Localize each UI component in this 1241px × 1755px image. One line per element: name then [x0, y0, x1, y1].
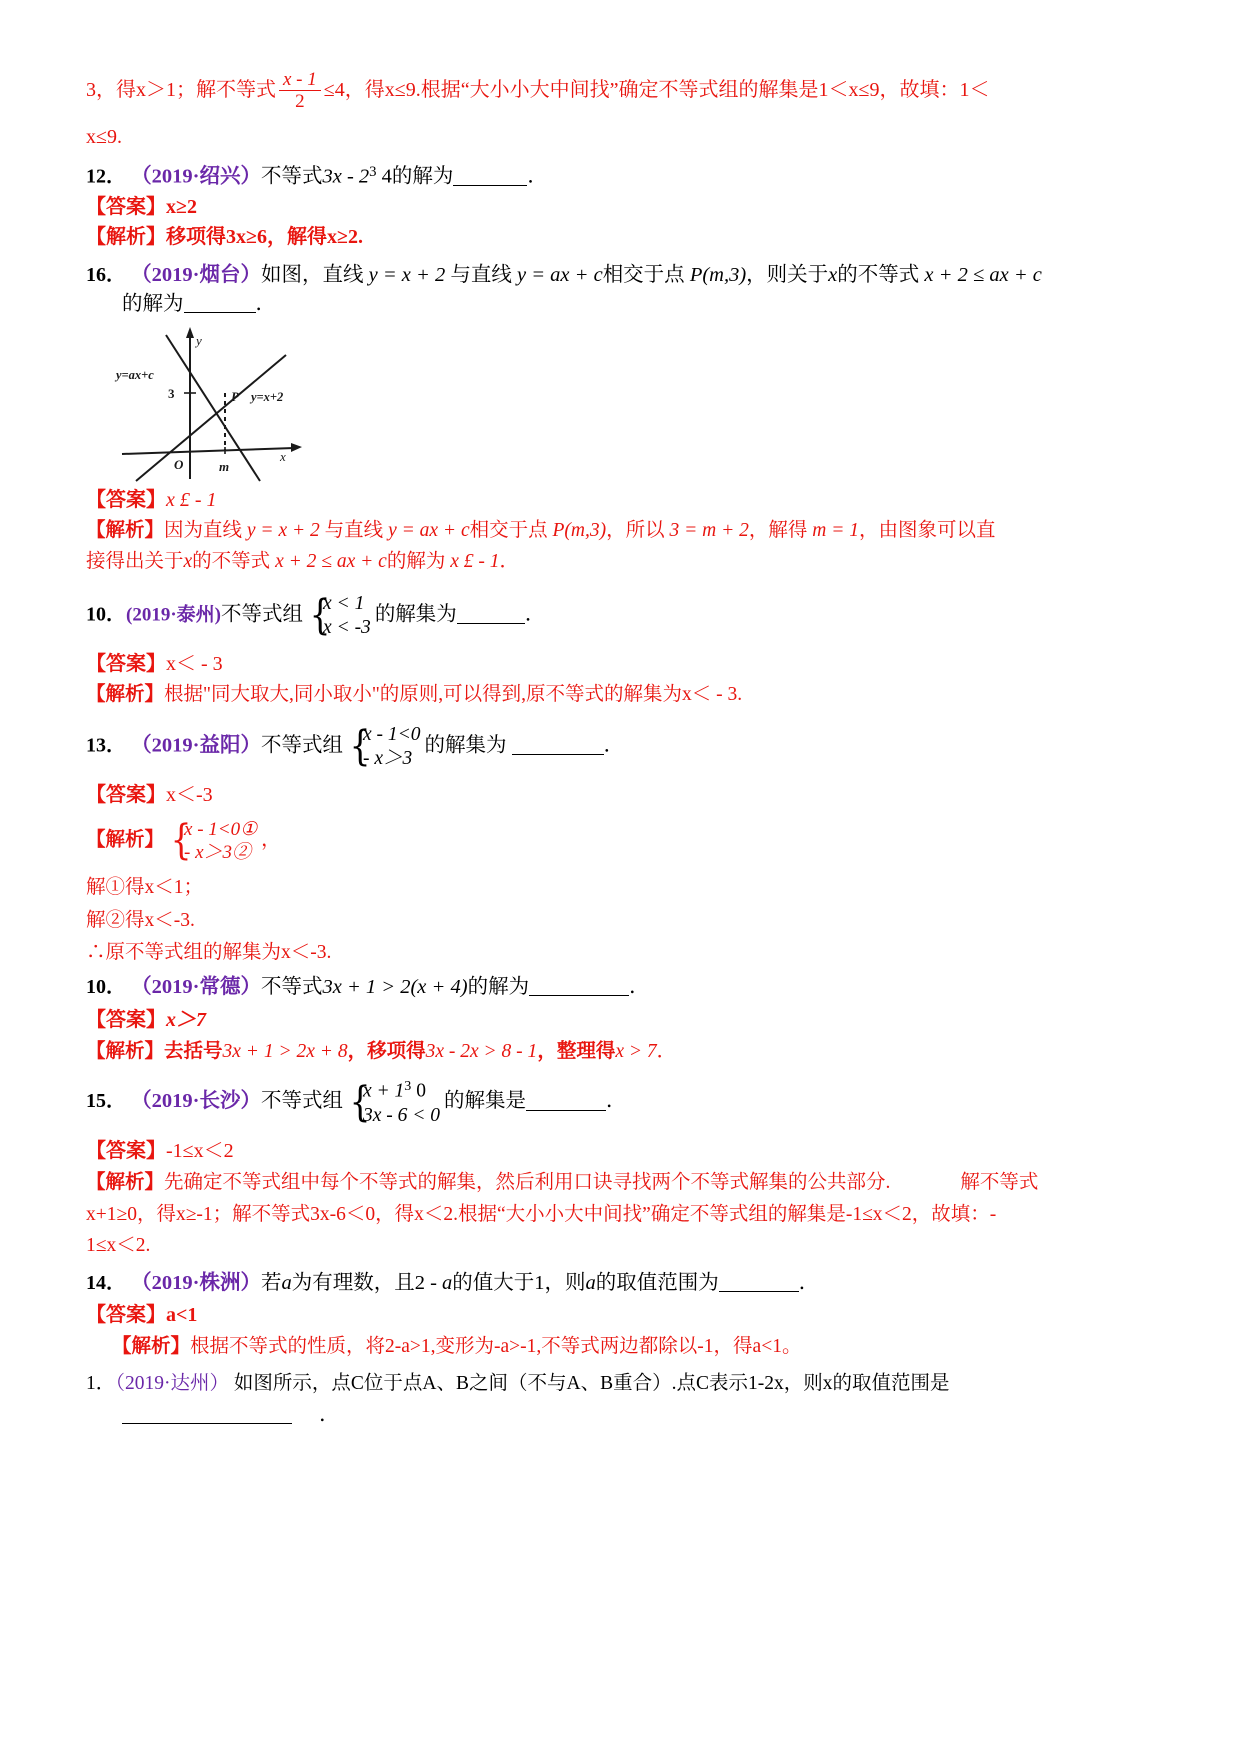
q10c-sol-b: ，移项得	[347, 1040, 426, 1062]
question-14-var-3: a	[585, 1271, 596, 1294]
system-row-2: 3x - 6 < 0	[362, 1104, 441, 1126]
question-15-stem	[86, 1078, 1176, 1127]
q16-sol-eq4: m = 1	[812, 520, 860, 542]
solution-tag: 【解析】	[86, 1040, 165, 1062]
question-1-stem-line2	[86, 1405, 1176, 1427]
y-tick-label-3: 3	[168, 386, 175, 402]
question-10-changde-solution	[86, 1042, 1176, 1062]
q10c-sol-e1: 3x + 1 > 2x + 8	[222, 1040, 348, 1062]
answer-tag: 【答案】	[86, 783, 166, 806]
label-line-x-plus-2: y=x+2	[251, 390, 284, 405]
question-14-text-e: ．	[798, 1271, 820, 1294]
question-15-solution-step-1-tail: 解不等式	[960, 1172, 1039, 1194]
fraction-denominator: 2	[295, 91, 305, 112]
question-16-answer-blank[interactable]	[184, 312, 256, 313]
question-15-answer-blank[interactable]	[526, 1110, 606, 1111]
solution-tag: 【解析】	[86, 226, 166, 249]
q10c-sol-e2: 3x - 2x > 8 - 1	[425, 1040, 538, 1062]
x-axis-line	[122, 448, 294, 454]
q16-sol-answer: x £ - 1	[450, 550, 500, 572]
question-13-source: （2019·益阳）	[131, 734, 261, 757]
question-13-solution-system	[86, 818, 1176, 864]
question-10-taizhou-text-a: 不等式组	[221, 603, 303, 626]
fraction-x-minus-1-over-2	[279, 70, 321, 111]
q16-sol-j: ．	[499, 550, 519, 572]
continuation-text-a: 3，得x＞1；解不等式	[86, 79, 276, 101]
system-row-1-expr: x + 1	[362, 1080, 405, 1102]
question-15-answer-value: -1≤x＜2	[166, 1140, 234, 1163]
question-16-number: 16．	[86, 264, 126, 287]
question-12-answer-value: x≥2	[166, 196, 197, 219]
q16-sol-c: 相交于点	[469, 520, 548, 542]
q16-sol-ineq: x + 2 ≤ ax + c	[275, 550, 387, 572]
question-13-solution-conclusion: ∴原不等式组的解集为x＜-3.	[86, 942, 332, 963]
question-1-text-a: 如图所示，点C位于点A、B之间（不与A、B重合）.点C表示1-2x，则x的取值范围是	[233, 1372, 950, 1394]
question-1-answer-blank[interactable]	[122, 1423, 292, 1424]
question-16-equation-1: y = x + 2	[368, 264, 446, 287]
question-10-changde-answer	[86, 1010, 1176, 1031]
question-10-changde-text-c: ．	[629, 976, 650, 999]
system-row-1: x - 1<0	[362, 724, 421, 746]
continuation-text-c: x≤9.	[86, 126, 122, 148]
question-12-stem	[86, 165, 1176, 188]
q10c-sol-a: 去括号	[164, 1040, 223, 1062]
question-16-text-e: 的不等式	[837, 264, 920, 287]
question-10-changde-answer-value: x＞7	[166, 1008, 206, 1031]
question-15-solution-l3	[86, 1236, 1176, 1256]
system-brace: {	[349, 1078, 371, 1127]
question-13-solution-step-1: 解①得x＜1；	[86, 877, 204, 899]
question-10-taizhou-text-c: ．	[524, 603, 546, 626]
q16-sol-eq2: y = ax + c	[388, 520, 470, 542]
question-14-var-1: a	[281, 1271, 292, 1294]
question-16-text-c: 相交于点	[602, 264, 685, 287]
question-10-changde-text-b: 的解为	[467, 976, 530, 999]
question-14-solution	[86, 1337, 1176, 1357]
question-13-solution-l3	[86, 943, 1176, 963]
origin-label: O	[174, 457, 184, 473]
answer-tag: 【答案】	[86, 196, 166, 219]
x-axis-arrow	[291, 443, 302, 452]
question-16-figure	[108, 321, 318, 486]
q16-sol-i: 的解为	[386, 550, 446, 572]
x-tick-label-m: m	[219, 459, 230, 475]
q16-sol-b: 与直线	[324, 520, 384, 542]
solution-system-row-2: - x＞3②	[184, 841, 252, 863]
q16-sol-eq1: y = x + 2	[246, 520, 320, 542]
question-13-answer	[86, 785, 1176, 806]
system-row-2: - x＞3	[362, 747, 413, 769]
question-15-text-c: ．	[606, 1090, 627, 1113]
label-line-ax-plus-c: y=ax+c	[116, 368, 154, 383]
question-13-answer-blank[interactable]	[512, 754, 604, 755]
q16-sol-point: P(m,3)	[552, 520, 607, 542]
question-1-source: （2019·达州）	[115, 1372, 230, 1394]
question-14-answer-blank[interactable]	[719, 1291, 799, 1292]
q16-sol-a: 因为直线	[164, 520, 243, 542]
question-14-source: （2019·株洲）	[131, 1271, 261, 1294]
question-10-changde-expression: 3x + 1 > 2(x + 4)	[322, 976, 468, 999]
q16-sol-f: ，由图象可以直	[859, 520, 996, 542]
solution-tag: 【解析】	[86, 829, 165, 851]
q16-sol-d: ，所以	[606, 520, 665, 542]
question-15-source: （2019·长沙）	[131, 1090, 261, 1113]
question-12-answer-blank[interactable]	[453, 185, 527, 186]
question-13-text-c: ．	[603, 734, 625, 757]
continuation-text-b: ≤4，得x≤9.根据“大小小大中间找”确定不等式组的解集是1＜x≤9，故填：1＜	[323, 79, 990, 101]
question-13-number: 13．	[86, 734, 126, 757]
question-15-solution-l1	[86, 1173, 1176, 1193]
question-12-solution	[86, 227, 1176, 248]
intersection-point-label: P	[231, 389, 239, 405]
question-1-stem	[86, 1374, 1176, 1394]
question-10-taizhou-solution-text: 根据"同大取大,同小取小"的原则,可以得到,原不等式的解集为x＜ - 3.	[164, 683, 743, 705]
question-10-taizhou-text-b: 的解集为	[374, 603, 457, 626]
question-14-stem	[86, 1273, 1176, 1295]
question-1-number: 1．	[86, 1372, 116, 1394]
question-10-changde-source: （2019·常德）	[131, 976, 261, 999]
question-10-taizhou-number: 10．	[86, 603, 126, 626]
question-10-taizhou-stem	[86, 592, 1176, 640]
system-row-2: x < -3	[323, 616, 371, 638]
system-brace: {	[170, 816, 192, 865]
question-16-variable: x	[828, 264, 838, 287]
question-16-text-d: ，则关于	[746, 264, 829, 287]
solution-tag: 【解析】	[86, 520, 165, 542]
question-12-answer	[86, 197, 1176, 218]
question-12-source-tail: ）	[240, 165, 261, 188]
question-16-stem	[86, 265, 1176, 287]
q16-sol-g: 接得出关于	[86, 550, 184, 572]
question-15-text-a: 不等式组	[260, 1090, 343, 1113]
question-16-text-g: ．	[255, 292, 276, 315]
answer-tag: 【答案】	[86, 489, 166, 512]
question-13-solution-step-2: 解②得x＜-3.	[86, 909, 195, 931]
question-14-text-c: 的值大于1，则	[452, 1271, 586, 1294]
q10c-sol-c: ，整理得	[537, 1040, 616, 1062]
question-13-answer-value: x＜-3	[166, 783, 213, 806]
question-13-solution-l1	[86, 878, 1176, 898]
question-10-taizhou-source: (2019·泰州)	[126, 604, 221, 626]
question-10-taizhou-answer-value: x＜ - 3	[166, 652, 223, 675]
q10c-sol-d: ．	[656, 1040, 677, 1062]
question-12-text-c: ．	[527, 165, 548, 188]
question-16-equation-2: y = ax + c	[516, 264, 603, 287]
question-10-taizhou-answer-blank[interactable]	[457, 623, 525, 624]
x-axis-label: x	[280, 449, 286, 465]
question-14-solution-text: 根据不等式的性质，将2-a>1,变形为-a>-1,不等式两边都除以-1，得a<1。	[190, 1336, 802, 1358]
answer-tag: 【答案】	[86, 1304, 166, 1327]
continuation-line-2	[86, 127, 1176, 148]
question-16-answer-value: x £ - 1	[166, 489, 217, 512]
answer-tag: 【答案】	[86, 1008, 166, 1031]
question-15-solution-step-2: x+1≥0，得x≥-1；解不等式3x-6＜0，得x＜2.根据“大小小大中间找”确定不等式组的解集是-1≤x＜2，故填：-	[86, 1203, 997, 1225]
y-axis-arrow	[186, 327, 194, 338]
question-16-point: P(m,3)	[689, 264, 747, 287]
continuation-line-1	[86, 70, 1176, 111]
solution-tag: 【解析】	[86, 683, 165, 705]
question-13-stem	[86, 723, 1176, 771]
question-10-changde-answer-blank[interactable]	[529, 995, 629, 996]
question-12-expression-b: 4	[381, 165, 392, 188]
solution-tag: 【解析】	[86, 1172, 165, 1194]
question-15-text-b: 的解集是	[444, 1090, 527, 1113]
question-12-source: （2019·绍兴	[131, 165, 241, 188]
question-16-text-f: 的解为	[122, 292, 184, 315]
q16-sol-e: ，解得	[748, 520, 808, 542]
question-13-system	[347, 723, 421, 771]
question-15-system	[347, 1078, 440, 1127]
question-16-text-b: 与直线	[450, 264, 512, 287]
question-16-answer	[86, 490, 1176, 511]
question-13-solution-l2	[86, 911, 1176, 931]
system-row-1-b: 0	[416, 1080, 426, 1102]
question-10-taizhou-answer	[86, 654, 1176, 675]
question-15-number: 15．	[86, 1090, 126, 1113]
question-16-inequality: x + 2 ≤ ax + c	[924, 264, 1042, 287]
question-16-source: （2019·烟台）	[131, 264, 261, 287]
system-row-1: x < 1	[323, 593, 365, 615]
question-14-text-b: 为有理数，且2 -	[291, 1271, 437, 1294]
system-row-1	[363, 1078, 440, 1103]
solution-tag: 【解析】	[112, 1336, 191, 1358]
question-13-solution-system-block	[168, 818, 257, 864]
question-15-solution-step-1: 先确定不等式组中每个不等式的解集，然后利用口诀寻找两个不等式解集的公共部分.	[164, 1172, 891, 1194]
question-14-text-d: 的取值范围为	[595, 1271, 719, 1294]
question-15-solution-step-3: 1≤x＜2.	[86, 1235, 151, 1257]
fraction-numerator: x - 1	[279, 70, 321, 91]
coordinate-graph-svg	[108, 321, 318, 486]
question-12-text-b: 的解为	[391, 165, 454, 188]
question-14-answer-value: a<1	[166, 1304, 198, 1327]
question-16-solution-line2	[86, 552, 1176, 572]
question-12-expression-sup: 3	[369, 164, 377, 180]
answer-tag: 【答案】	[86, 1140, 166, 1163]
question-15-answer	[86, 1141, 1176, 1162]
question-10-changde-stem	[86, 977, 1176, 999]
question-10-taizhou-solution	[86, 685, 1176, 705]
question-16-text-a: 如图，直线	[260, 264, 364, 287]
y-axis-label: y	[196, 333, 202, 349]
q16-sol-var: x	[183, 550, 193, 572]
system-brace: {	[309, 591, 331, 640]
q16-sol-h: 的不等式	[192, 550, 271, 572]
solution-system-row-1: x - 1<0①	[184, 818, 258, 840]
question-10-taizhou-system	[307, 592, 371, 640]
question-14-var-2: a	[442, 1271, 453, 1294]
system-row-1-sup: 3	[404, 1078, 412, 1095]
question-12-number: 12．	[86, 165, 126, 188]
question-14-number: 14．	[86, 1271, 126, 1294]
system-brace: {	[349, 722, 371, 771]
question-16-solution-line1	[86, 521, 1176, 541]
line-y-equals-x-plus-2	[136, 355, 286, 481]
q16-sol-eq3: 3 = m + 2	[669, 520, 749, 542]
question-12-expression: 3x - 2	[322, 165, 370, 188]
q10c-sol-e3: x > 7	[615, 1040, 657, 1062]
answer-tag: 【答案】	[86, 652, 166, 675]
question-12-text-a: 不等式	[260, 165, 323, 188]
question-14-answer	[86, 1305, 1176, 1326]
page-content	[86, 70, 1176, 1429]
question-14-text-a: 若	[260, 1271, 282, 1294]
question-16-stem-line2	[86, 294, 1176, 316]
question-13-solution-system-tail: ，	[261, 829, 281, 851]
question-1-text-b: ．	[319, 1404, 340, 1427]
question-13-text-b: 的解集为	[424, 734, 507, 757]
question-13-text-a: 不等式组	[260, 734, 343, 757]
question-10-changde-text-a: 不等式	[260, 976, 323, 999]
question-10-changde-number: 10．	[86, 976, 126, 999]
question-12-solution-text: 移项得3x≥6，解得x≥2.	[166, 226, 363, 249]
question-15-solution-l2	[86, 1205, 1176, 1225]
